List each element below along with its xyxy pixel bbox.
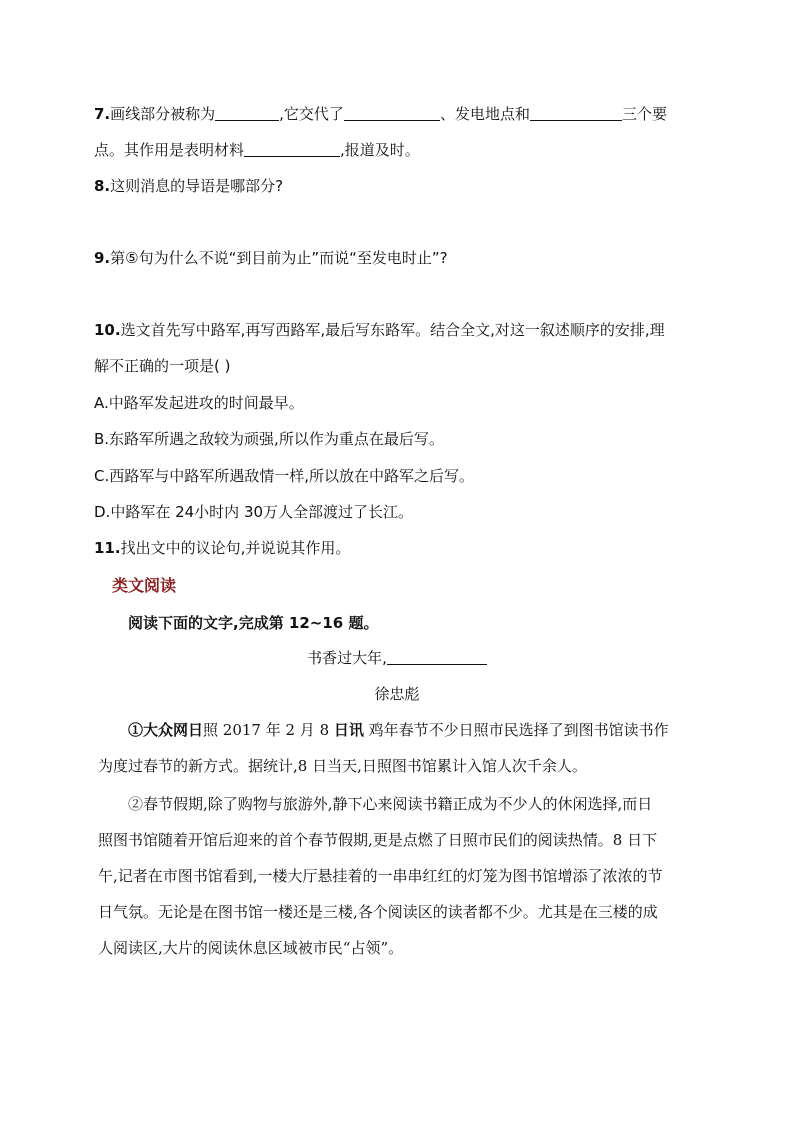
answer-blank[interactable] — [244, 141, 340, 157]
article-paragraph-2-line-5: 人阅读区,大片的阅读休息区域被市民“占领”。 — [98, 939, 404, 957]
title-blank[interactable] — [387, 649, 487, 665]
article-paragraph-1-line-1: ①大众网日照 2017 年 2 月 8 日讯 鸡年春节不少日照市民选择了到图书馆读书作 — [128, 721, 669, 739]
answer-blank[interactable] — [530, 105, 622, 121]
option-d[interactable]: D.中路军在 24小时内 30万人全部渡过了长江。 — [94, 503, 414, 521]
question-9: 9.第⑤句为什么不说“到目前为止”而说“至发电时止”? — [94, 249, 448, 267]
option-b[interactable]: B.东路军所遇之敌较为顽强,所以作为重点在最后写。 — [94, 430, 444, 448]
article-paragraph-2-line-2: 照图书馆随着开馆后迎来的首个春节假期,更是点燃了日照市民们的阅读热情。8 日下 — [98, 831, 658, 849]
article-paragraph-2-line-3: 午,记者在市图书馆看到,一楼大厅悬挂着的一串串红红的灯笼为图书馆增添了浓浓的节 — [98, 867, 663, 885]
question-11: 11.找出文中的议论句,并说说其作用。 — [94, 539, 351, 557]
article-author: 徐忠彪 — [374, 685, 420, 703]
article-paragraph-1-line-2: 为度过春节的新方式。据统计,8 日当天,日照图书馆累计入馆人次千余人。 — [98, 757, 587, 775]
question-number: 7. — [94, 105, 111, 123]
answer-blank[interactable] — [344, 105, 440, 121]
article-title: 书香过大年, — [0, 648, 794, 668]
question-number: 10. — [94, 321, 121, 339]
question-number: 9. — [94, 249, 111, 267]
option-a[interactable]: A.中路军发起进攻的时间最早。 — [94, 394, 304, 412]
question-10-line-1: 10.选文首先写中路军,再写西路军,最后写东路军。结合全文,对这一叙述顺序的安排,理 — [94, 321, 665, 339]
question-8: 8.这则消息的导语是哪部分? — [94, 177, 284, 195]
option-c[interactable]: C.西路军与中路军所遇敌情一样,所以放在中路军之后写。 — [94, 467, 475, 485]
article-paragraph-2-line-4: 日气氛。无论是在图书馆一楼还是三楼,各个阅读区的读者都不少。尤其是在三楼的成 — [98, 903, 658, 921]
question-10-line-2: 解不正确的一项是( ) — [94, 357, 231, 375]
section-title: 类文阅读 — [112, 576, 177, 595]
question-number: 8. — [94, 177, 111, 195]
article-paragraph-2-line-1: ②春节假期,除了购物与旅游外,静下心来阅读书籍正成为不少人的休闲选择,而日 — [128, 795, 653, 813]
question-number: 11. — [94, 539, 121, 557]
question-7-line-1: 7.画线部分被称为 ,它交代了 、发电地点和 三个要 — [94, 105, 667, 123]
answer-blank[interactable] — [215, 105, 279, 121]
question-7-line-2: 点。其作用是表明材料 ,报道及时。 — [94, 141, 420, 159]
reading-instruction: 阅读下面的文字,完成第 12~16 题。 — [128, 614, 379, 632]
